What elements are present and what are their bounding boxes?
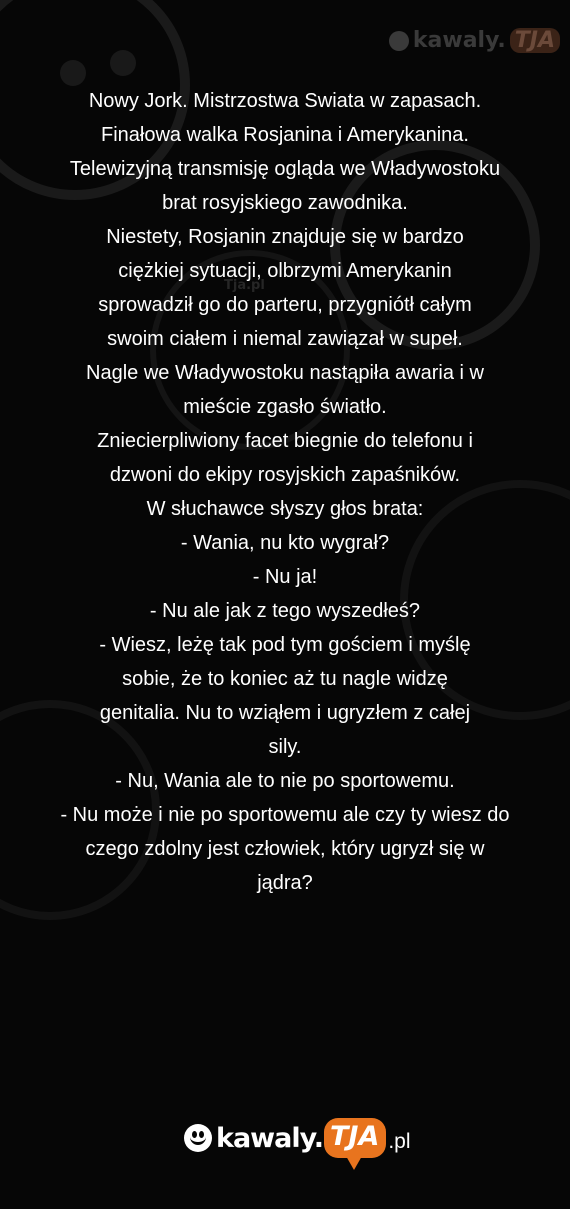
joke-line: - Nu ja! (252, 566, 318, 588)
background-watermark: Tja.pl (224, 278, 265, 293)
joke-line: Finałowa walka Rosjanina i Amerykanina. (101, 124, 469, 146)
footer-tld: .pl (388, 1130, 411, 1153)
joke-line: jądra? (257, 872, 313, 894)
footer-brand: kawaly. (216, 1122, 323, 1154)
background-eye-icon (60, 60, 86, 86)
joke-line: Telewizyjną transmisję ogląda we Władywostoku (69, 158, 501, 180)
joke-line: - Nu, Wania ale to nie po sportowemu. (115, 770, 455, 792)
joke-line: sobie, że to koniec aż tu nagle widzę (122, 668, 448, 690)
smiley-icon (389, 31, 409, 51)
footer-logo[interactable] (184, 1110, 411, 1166)
top-watermark-badge: TJA (510, 28, 560, 53)
joke-line: sily. (268, 736, 302, 758)
joke-line: genitalia. Nu to wziąłem i ugryzłem z całej (99, 702, 471, 724)
top-watermark-logo (389, 28, 560, 53)
joke-line: mieście zgasło światło. (183, 396, 387, 418)
smiley-icon (184, 1124, 212, 1152)
joke-line: W słuchawce słyszy głos brata: (146, 498, 424, 520)
joke-line: sprowadził go do parteru, przygniótł całym (98, 294, 472, 316)
joke-line: czego zdolny jest człowiek, który ugryzł się w (85, 838, 485, 860)
joke-line: Nagle we Władywostoku nastąpiła awaria i w (86, 362, 484, 384)
joke-line: brat rosyjskiego zawodnika. (162, 192, 408, 214)
joke-line: - Nu ale jak z tego wyszedłeś? (149, 600, 421, 622)
joke-line: Niestety, Rosjanin znajduje się w bardzo (106, 226, 464, 248)
background-eye-icon (110, 50, 136, 76)
joke-line: dzwoni do ekipy rosyjskich zapaśników. (109, 464, 461, 486)
joke-line: ciężkiej sytuacji, olbrzymi Amerykanin (118, 260, 452, 282)
footer-badge: TJA (324, 1118, 386, 1158)
joke-text (0, 84, 570, 900)
joke-line: swoim ciałem i niemal zawiązał w supeł. (107, 328, 463, 350)
joke-line: - Wiesz, leżę tak pod tym gościem i myślę (99, 634, 471, 656)
joke-line: Nowy Jork. Mistrzostwa Swiata w zapasach. (88, 90, 482, 112)
joke-line: - Nu może i nie po sportowemu ale czy ty wiesz do (60, 804, 510, 826)
joke-line: Zniecierpliwiony facet biegnie do telefonu i (97, 430, 473, 452)
top-watermark-brand: kawaly. (412, 28, 506, 53)
joke-line: - Wania, nu kto wygrał? (180, 532, 390, 554)
